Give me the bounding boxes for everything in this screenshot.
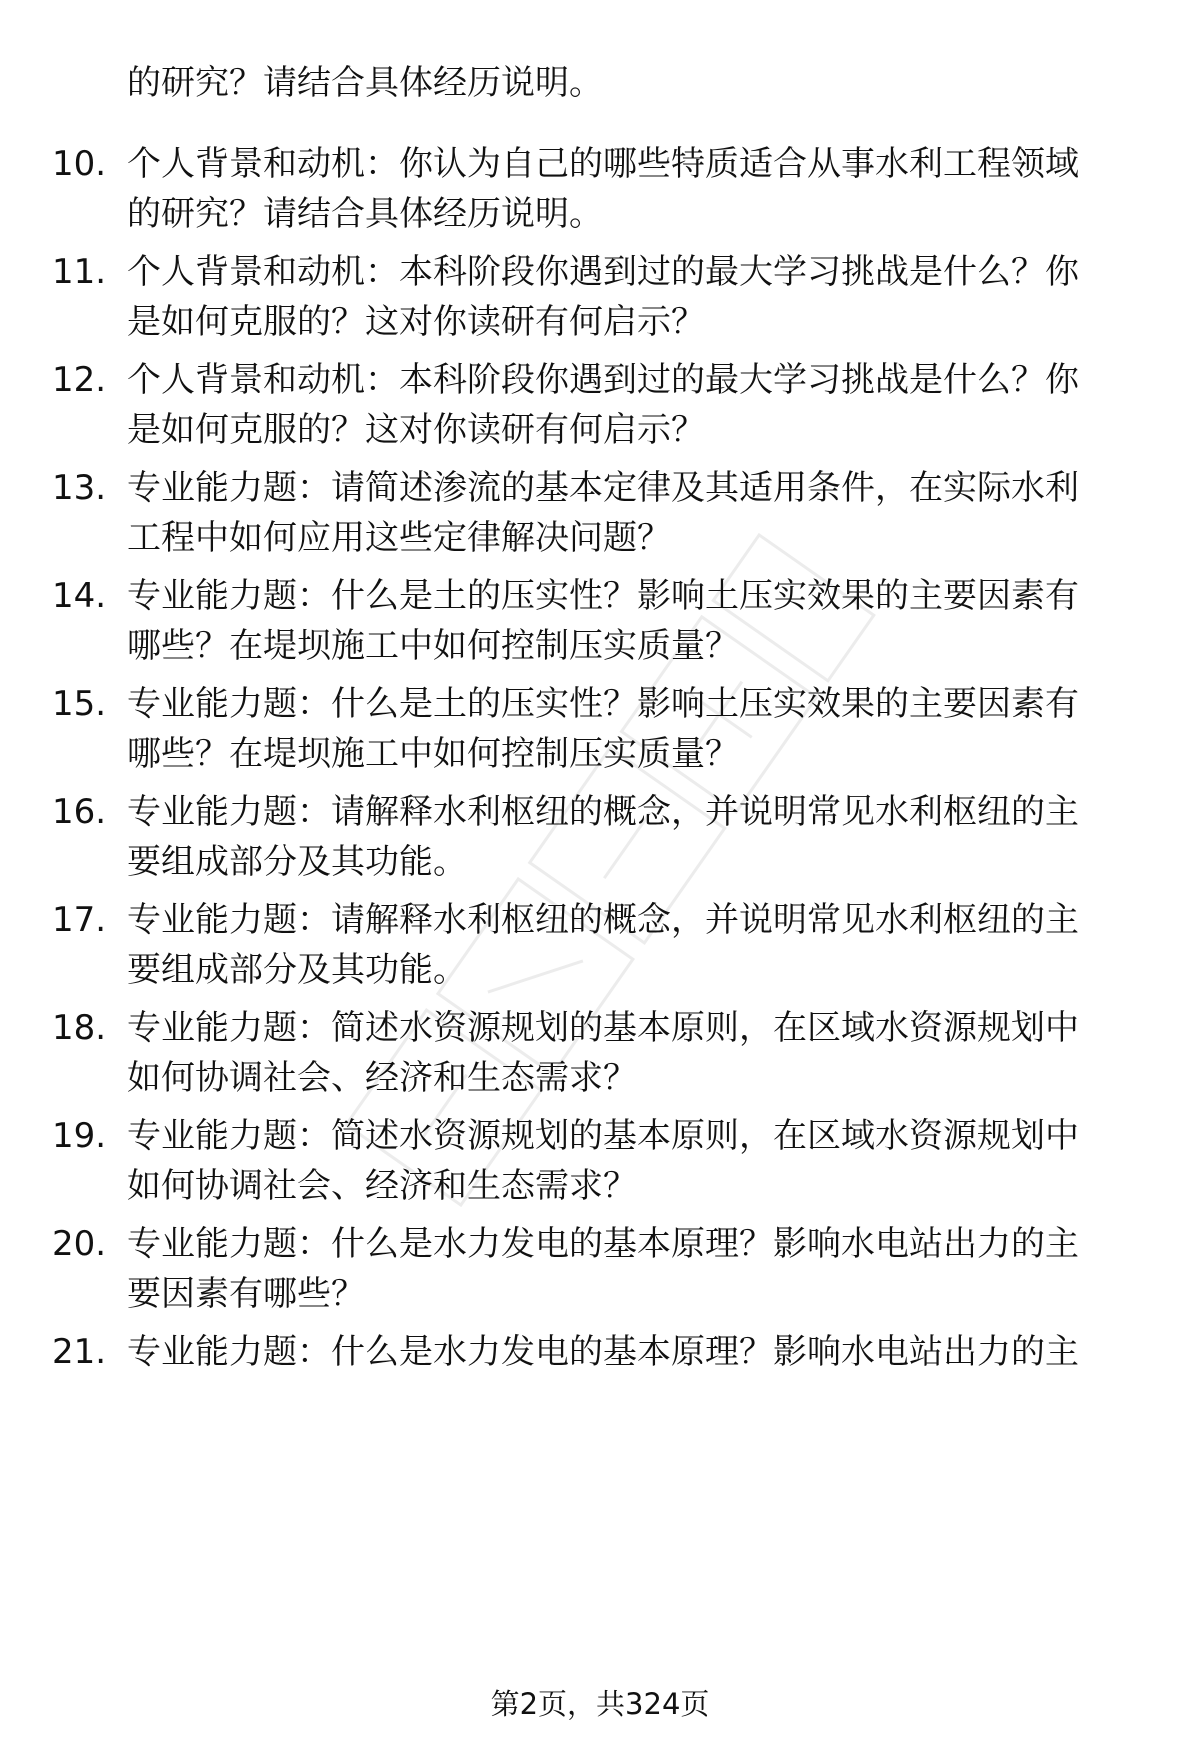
item-text-line: 专业能力题：请解释水利枢纽的概念，并说明常见水利枢纽的主: [127, 792, 1079, 832]
item-number: 20.: [52, 1224, 107, 1264]
item-text-line: 哪些？在堤坝施工中如何控制压实质量？: [127, 626, 739, 666]
item-text-line: 要组成部分及其功能。: [127, 842, 467, 882]
item-text-line: 是如何克服的？这对你读研有何启示？: [127, 302, 705, 342]
item-number: 12.: [52, 360, 107, 400]
item-text-line: 专业能力题：什么是水力发电的基本原理？影响水电站出力的主: [127, 1224, 1079, 1264]
item-text-line: 要因素有哪些？: [127, 1274, 365, 1314]
continued-line: 的研究？请结合具体经历说明。: [127, 63, 603, 103]
item-number: 15.: [52, 684, 107, 724]
item-text-line: 专业能力题：简述水资源规划的基本原则，在区域水资源规划中: [127, 1008, 1079, 1048]
item-text-line: 个人背景和动机：本科阶段你遇到过的最大学习挑战是什么？你: [127, 252, 1079, 292]
item-text-line: 个人背景和动机：你认为自己的哪些特质适合从事水利工程领域: [127, 144, 1079, 184]
item-number: 17.: [52, 900, 107, 940]
item-text-line: 的研究？请结合具体经历说明。: [127, 194, 603, 234]
item-text-line: 要组成部分及其功能。: [127, 950, 467, 990]
item-text-line: 专业能力题：请解释水利枢纽的概念，并说明常见水利枢纽的主: [127, 900, 1079, 940]
item-text-line: 专业能力题：什么是土的压实性？影响土压实效果的主要因素有: [127, 684, 1079, 724]
item-text-line: 哪些？在堤坝施工中如何控制压实质量？: [127, 734, 739, 774]
item-number: 13.: [52, 468, 107, 508]
item-number: 21.: [52, 1332, 107, 1372]
item-number: 14.: [52, 576, 107, 616]
item-text-line: 个人背景和动机：本科阶段你遇到过的最大学习挑战是什么？你: [127, 360, 1079, 400]
page-number-footer: 第2页，共324页: [490, 1687, 710, 1721]
item-text-line: 专业能力题：什么是土的压实性？影响土压实效果的主要因素有: [127, 576, 1079, 616]
item-text-line: 专业能力题：简述水资源规划的基本原则，在区域水资源规划中: [127, 1116, 1079, 1156]
item-text-line: 如何协调社会、经济和生态需求？: [127, 1058, 637, 1098]
item-number: 19.: [52, 1116, 107, 1156]
item-number: 16.: [52, 792, 107, 832]
item-text-line: 专业能力题：什么是水力发电的基本原理？影响水电站出力的主: [127, 1332, 1079, 1372]
item-text-line: 如何协调社会、经济和生态需求？: [127, 1166, 637, 1206]
item-text-line: 专业能力题：请简述渗流的基本定律及其适用条件，在实际水利: [127, 468, 1079, 508]
item-number: 18.: [52, 1008, 107, 1048]
item-number: 11.: [52, 252, 107, 292]
item-text-line: 是如何克服的？这对你读研有何启示？: [127, 410, 705, 450]
item-number: 10.: [52, 144, 107, 184]
item-text-line: 工程中如何应用这些定律解决问题？: [127, 518, 671, 558]
